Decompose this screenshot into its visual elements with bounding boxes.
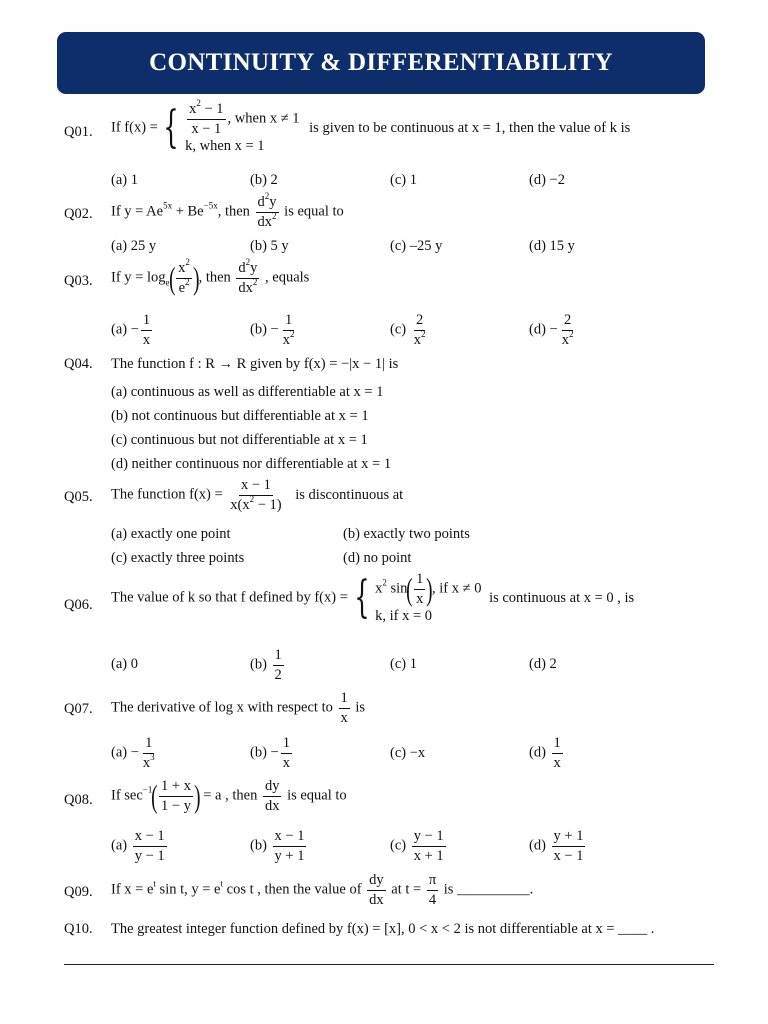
num-tail: − 1 <box>200 101 224 117</box>
question-number: Q08. <box>64 792 93 808</box>
piece-text: x <box>375 580 383 597</box>
paren-close: ) <box>193 260 200 297</box>
paren-close: ) <box>194 778 201 815</box>
den-tail: − 1) <box>254 496 282 513</box>
pi-fraction <box>427 872 438 908</box>
text: , then <box>198 269 231 286</box>
piece-second: k, when x = 1 <box>185 138 265 155</box>
title-banner <box>57 32 705 94</box>
option-c: (c) 1 <box>390 656 417 672</box>
num: 1 <box>273 647 284 666</box>
exponent: t <box>220 878 224 889</box>
label: (b) <box>250 656 267 673</box>
question-number: Q09. <box>64 884 93 900</box>
option-c: (c) −x <box>390 745 426 761</box>
option-fraction <box>552 828 586 864</box>
option-b: (b) not continuous but differentiable at x = 1 <box>111 408 369 424</box>
text: The value of k so that f defined by f(x) = <box>111 589 348 606</box>
question-number: Q04. <box>64 356 93 372</box>
label: (a) <box>111 837 128 854</box>
text: + Be <box>172 203 204 220</box>
text: The function f(x) = <box>111 486 223 503</box>
den: x <box>282 754 290 771</box>
den: y − 1 <box>134 847 165 864</box>
q01-if: If <box>111 119 121 136</box>
question-q08-stem <box>111 778 347 814</box>
text: at t = <box>387 881 422 898</box>
option-b: (b) 5 y <box>250 238 289 254</box>
text: , equals <box>265 269 310 286</box>
question-number: Q01. <box>64 124 93 140</box>
derivative-fraction: $\frac{d^2y}{dx^2}$ <box>257 191 277 230</box>
text: If sec <box>111 787 143 804</box>
page-title: CONTINUITY & DIFFERENTIABILITY <box>149 49 613 76</box>
den: x(x <box>230 496 250 513</box>
option-b: (b) exactly two points <box>343 526 470 542</box>
option-fraction <box>281 735 292 771</box>
den: x <box>413 331 421 348</box>
option-d <box>529 735 565 771</box>
option-c: (c) continuous but not differentiable at x = 1 <box>111 432 368 448</box>
den: x <box>142 754 151 771</box>
footer-divider <box>64 964 714 965</box>
question-q10-stem: The greatest integer function defined by f(x) = [x], 0 < x < 2 is not differentiable at x = ____ . <box>111 921 655 937</box>
num: 1 <box>552 735 563 754</box>
question-number: Q02. <box>64 206 93 222</box>
label: (b) <box>250 744 267 761</box>
sign: − <box>270 321 279 338</box>
label: (a) <box>111 321 128 338</box>
den: x + 1 <box>413 847 444 864</box>
paren-open: ( <box>151 778 158 815</box>
option-a <box>111 735 159 771</box>
text: = a , then <box>199 787 258 804</box>
piece-condition: , when x ≠ 1 <box>227 110 300 127</box>
text: is equal to <box>284 203 344 220</box>
option-c <box>390 828 448 864</box>
label: (d) <box>529 321 546 338</box>
question-number: Q10. <box>64 921 93 937</box>
option-fraction <box>273 647 284 683</box>
text: is equal to <box>287 787 347 804</box>
option-a: (a) 1 <box>111 172 138 188</box>
option-a: (a) exactly one point <box>111 526 231 542</box>
option-fraction <box>552 735 563 771</box>
inner-fraction <box>159 778 193 814</box>
option-fraction: $\frac{2}{x^2}$ <box>413 312 426 348</box>
den: y + 1 <box>274 847 305 864</box>
num: x <box>178 260 186 276</box>
text: is discontinuous at <box>295 486 404 503</box>
den: e <box>178 279 185 296</box>
label: (d) <box>529 837 546 854</box>
text: is <box>355 699 366 716</box>
question-q05-stem <box>111 477 403 513</box>
num: dy <box>367 872 386 891</box>
piece-second: k, if x = 0 <box>375 608 433 625</box>
brace: { <box>353 572 370 624</box>
option-b <box>250 828 308 864</box>
den: x <box>553 754 561 771</box>
den: 4 <box>428 891 437 908</box>
option-a <box>111 828 169 864</box>
text: If y = Ae <box>111 203 164 220</box>
option-d: (d) neither continuous nor differentiable at x = 1 <box>111 456 392 472</box>
option-d: (d) 2 <box>529 656 557 672</box>
option-d: (d) 15 y <box>529 238 575 254</box>
exponent: 3 <box>150 751 155 762</box>
option-c <box>390 312 429 348</box>
inner-fraction: $\frac{x^2}{e^2}$ <box>178 257 190 296</box>
brace: { <box>163 102 180 154</box>
question-number: Q03. <box>64 273 93 289</box>
num: x − 1 <box>273 828 307 847</box>
option-c: (c) exactly three points <box>111 550 245 566</box>
question-q04-stem: The function f : R → R given by f(x) = −|x − 1| is <box>111 356 399 372</box>
question-number: Q05. <box>64 489 93 505</box>
exponent: 5x <box>163 200 173 211</box>
num: 1 <box>339 690 350 709</box>
option-a <box>111 312 154 348</box>
label: (d) <box>529 744 546 761</box>
num: π <box>427 872 438 891</box>
label: (a) <box>111 744 128 761</box>
exponent: t <box>153 878 156 889</box>
num: 2 <box>562 312 573 331</box>
option-b <box>250 312 298 348</box>
option-a: (a) 0 <box>111 656 138 672</box>
option-d <box>529 828 587 864</box>
piece-text: sin <box>386 580 408 597</box>
text: If y = log <box>111 269 166 286</box>
num-tail: y <box>250 260 258 276</box>
derivative-fraction <box>367 872 386 908</box>
question-q02-stem <box>111 191 344 230</box>
num: 1 <box>414 571 425 590</box>
num: 1 <box>141 312 152 331</box>
sign: − <box>130 321 139 338</box>
exponent: −1 <box>142 784 153 795</box>
option-d: (d) no point <box>343 550 412 566</box>
sign: − <box>549 321 558 338</box>
num: x <box>189 101 197 117</box>
num-tail: y <box>269 194 277 210</box>
paren-open: ( <box>168 260 176 297</box>
option-b <box>250 735 294 771</box>
den: x <box>282 331 290 348</box>
label: (c) <box>390 837 407 854</box>
text: sin t, y = e <box>155 881 221 898</box>
fraction <box>339 690 350 726</box>
piecewise <box>185 98 300 155</box>
option-c: (c) 1 <box>390 172 417 188</box>
sign: − <box>270 744 279 761</box>
option-a: (a) 25 y <box>111 238 157 254</box>
num: 1 + x <box>159 778 193 797</box>
option-b <box>250 647 286 683</box>
den: dx <box>257 213 273 230</box>
derivative-fraction <box>263 778 282 814</box>
option-b: (b) 2 <box>250 172 278 188</box>
option-fraction <box>273 828 307 864</box>
question-q07-stem <box>111 690 365 726</box>
piece-condition: , if x ≠ 0 <box>432 580 482 597</box>
text: is continuous at x = 0 , is <box>489 589 635 606</box>
label: (b) <box>250 321 267 338</box>
den: 2 <box>274 666 282 683</box>
den: x <box>340 709 348 726</box>
option-fraction <box>141 312 152 348</box>
text: If x = e <box>111 881 154 898</box>
label: (b) <box>250 837 267 854</box>
num: 1 <box>283 312 294 331</box>
option-c: (c) –25 y <box>390 238 443 254</box>
option-d <box>529 312 577 348</box>
text: , then <box>217 203 250 220</box>
log-base: e <box>165 277 170 288</box>
den: x − 1 <box>553 847 584 864</box>
question-number: Q06. <box>64 597 93 613</box>
den: dx <box>238 279 253 296</box>
text: The derivative of log x with respect to <box>111 699 333 716</box>
question-q03-stem <box>111 257 310 297</box>
q01-function: f(x) = <box>124 119 158 136</box>
piecewise: $x^2$ sin( $\frac{1}{x}$ ), if x ≠ 0 k, if x = 0 <box>375 571 482 625</box>
text: is __________. <box>440 881 534 898</box>
label: (c) <box>390 321 407 338</box>
num: d <box>238 260 246 276</box>
derivative-fraction: $\frac{d^2y}{dx^2}$ <box>238 257 258 296</box>
num: y + 1 <box>552 828 586 847</box>
den: dx <box>369 891 384 908</box>
den: x − 1 <box>191 120 222 137</box>
sign: − <box>130 744 139 761</box>
option-fraction: $\frac{1}{x^2}$ <box>282 312 295 348</box>
exponent: −5x <box>203 200 218 211</box>
num: 1 <box>143 735 154 754</box>
option-fraction <box>133 828 167 864</box>
function-fraction: $\frac{x - 1}{x(x^2 - 1)}$ <box>230 477 282 513</box>
option-fraction: $\frac{2}{x^2}$ <box>561 312 574 348</box>
num: 1 <box>281 735 292 754</box>
question-number: Q07. <box>64 701 93 717</box>
paren-close: ) <box>426 571 433 608</box>
num: d <box>257 194 265 210</box>
num: x − 1 <box>239 477 273 496</box>
question-q06-stem <box>111 571 634 625</box>
option-d: (d) −2 <box>529 172 565 188</box>
den: x <box>416 590 424 607</box>
q01-tail: is given to be continuous at x = 1, then the value of k is <box>309 119 631 136</box>
den: dx <box>264 797 280 814</box>
den: 1 − y <box>161 797 191 814</box>
option-fraction <box>141 735 157 771</box>
option-fraction <box>412 828 446 864</box>
option-a: (a) continuous as well as differentiable at x = 1 <box>111 384 384 400</box>
num: x − 1 <box>133 828 167 847</box>
den: x <box>142 331 151 348</box>
question-q01-stem <box>111 98 631 155</box>
piece-fraction <box>414 571 425 607</box>
num: y − 1 <box>412 828 446 847</box>
den: x <box>561 331 569 348</box>
question-q09-stem <box>111 872 533 908</box>
num: dy <box>263 778 282 797</box>
num: 2 <box>414 312 425 331</box>
paren-open: ( <box>406 571 413 608</box>
piece-fraction: $\frac{x^2 - 1}{x - 1}$ <box>189 98 224 137</box>
text: cos t , then the value of <box>223 881 362 898</box>
